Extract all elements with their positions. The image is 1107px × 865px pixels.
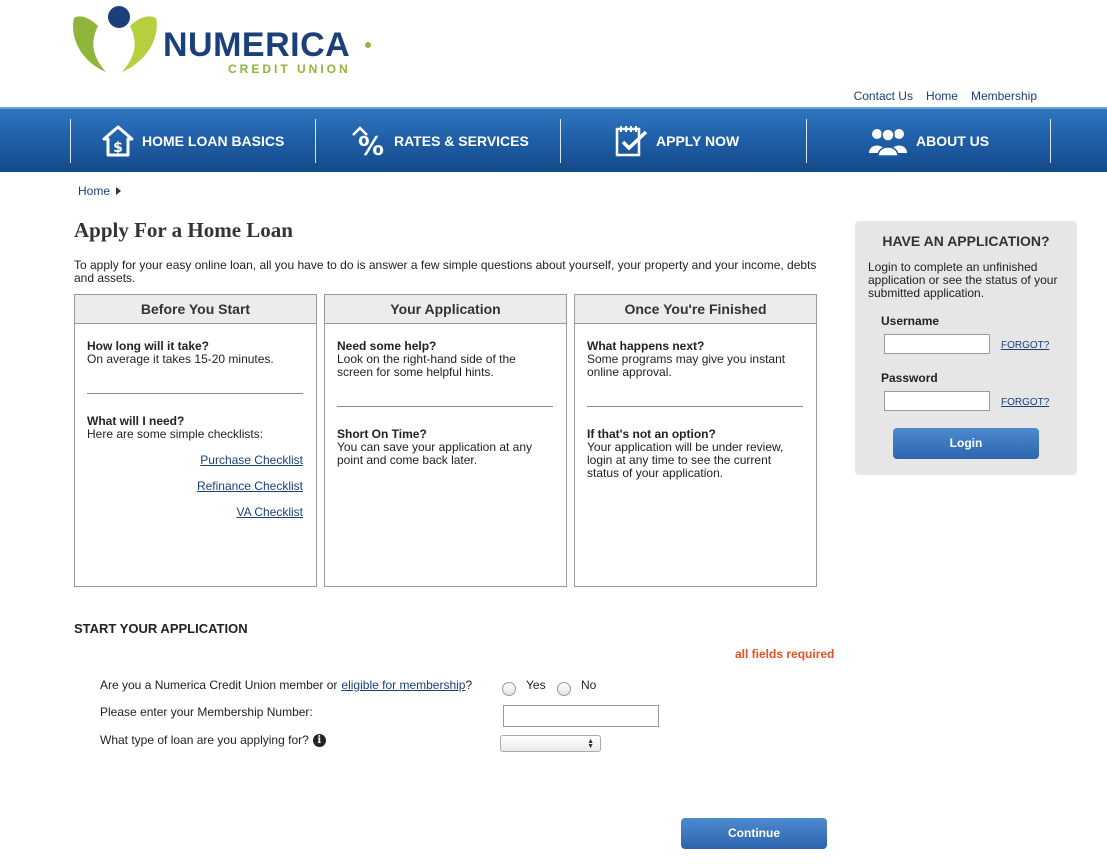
logo-heart-icon: [68, 4, 160, 76]
box-heading: Your Application: [325, 295, 566, 324]
login-button[interactable]: Login: [893, 428, 1039, 459]
contact-us-link[interactable]: Contact Us: [853, 89, 913, 103]
nav-about-us[interactable]: [868, 109, 989, 172]
box-question: What happens next?: [587, 339, 705, 353]
svg-text:$: $: [113, 139, 123, 156]
nav-label: APPLY NOW: [656, 132, 740, 149]
nav-apply-now[interactable]: [614, 109, 739, 172]
people-icon: [868, 125, 908, 157]
box-question: How long will it take?: [87, 339, 210, 353]
house-dollar-icon: [102, 125, 134, 157]
utility-links: [854, 89, 1037, 103]
membership-link[interactable]: Membership: [970, 89, 1037, 103]
brand-name: NUMERICA: [163, 26, 351, 64]
box-answer: You can save your application at any point and come back later.: [337, 440, 533, 467]
nav-divider: [560, 119, 561, 163]
box-question: Need some help?: [337, 339, 437, 353]
no-label: No: [581, 678, 597, 692]
nav-label: HOME LOAN BASICS: [142, 132, 285, 149]
forgot-username-link[interactable]: FORGOT?: [1001, 340, 1050, 351]
username-label: Username: [881, 314, 940, 328]
nav-label: ABOUT US: [916, 132, 990, 149]
box-answer: Look on the right-hand side of the screen for some helpful hints.: [337, 352, 516, 379]
required-note: all fields required: [735, 647, 835, 661]
nav-rates-services[interactable]: [350, 109, 529, 172]
box-question: Short On Time?: [337, 427, 427, 441]
page-title: Apply For a Home Loan: [74, 218, 293, 242]
loan-type-label: What type of loan are you applying for?: [100, 733, 309, 747]
box-question: If that's not an option?: [587, 427, 716, 441]
nav-home-loan-basics[interactable]: [102, 109, 284, 172]
member-no-radio[interactable]: [557, 682, 571, 696]
box-answer: Here are some simple checklists:: [87, 427, 264, 441]
once-finished-box: [574, 294, 817, 587]
intro-text: To apply for your easy online loan, all you have to do is answer a few simple questions about yourself, your property and your income, debts and assets.: [74, 258, 817, 285]
numerica-logo[interactable]: [68, 4, 378, 78]
chevron-right-icon: [116, 187, 121, 195]
loan-type-question: [100, 733, 326, 747]
password-label: Password: [881, 371, 938, 385]
divider: [587, 406, 803, 407]
box-answer: Some programs may give you instant online approval.: [587, 352, 786, 379]
before-you-start-box: [74, 294, 317, 587]
loan-type-select[interactable]: [500, 735, 601, 752]
info-icon[interactable]: i: [313, 734, 326, 747]
member-question: [100, 678, 472, 692]
member-yes-radio[interactable]: [502, 682, 516, 696]
brand-subtitle: CREDIT UNION: [228, 62, 351, 76]
box-answer: On average it takes 15-20 minutes.: [87, 352, 274, 366]
nav-divider: [70, 119, 71, 163]
login-title: HAVE AN APPLICATION?: [882, 233, 1050, 249]
registered-mark: [365, 42, 371, 48]
forgot-password-link[interactable]: FORGOT?: [1001, 397, 1050, 408]
username-input[interactable]: [884, 334, 990, 354]
home-link[interactable]: Home: [925, 89, 958, 103]
login-panel: [855, 221, 1077, 475]
nav-label: RATES & SERVICES: [394, 132, 529, 149]
box-heading: Once You're Finished: [575, 295, 816, 324]
main-nav: [0, 107, 1107, 172]
eligible-membership-link[interactable]: eligible for membership: [341, 678, 466, 692]
question-mark-text: ?: [465, 678, 473, 692]
box-answer: Your application will be under review, login at any time to see the current status of your application.: [587, 440, 784, 480]
purchase-checklist-link[interactable]: Purchase Checklist: [200, 453, 303, 467]
start-application-heading: START YOUR APPLICATION: [74, 621, 248, 636]
box-heading: Before You Start: [75, 295, 316, 324]
checklist-icon: [614, 124, 648, 158]
refinance-checklist-link[interactable]: Refinance Checklist: [196, 479, 303, 493]
breadcrumb-home[interactable]: Home: [78, 184, 111, 198]
percent-icon: [350, 125, 386, 157]
membership-number-input[interactable]: [503, 705, 659, 727]
continue-button[interactable]: Continue: [681, 818, 827, 849]
member-question-text: Are you a Numerica Credit Union member or: [100, 678, 338, 692]
svg-text:%: %: [357, 131, 385, 157]
membership-number-label: Please enter your Membership Number:: [100, 705, 313, 719]
breadcrumb: [78, 184, 121, 198]
yes-label: Yes: [526, 678, 546, 692]
checklist-links: [87, 454, 303, 519]
nav-divider: [315, 119, 316, 163]
divider: [337, 406, 553, 407]
nav-divider: [806, 119, 807, 163]
password-input[interactable]: [884, 391, 990, 411]
login-description: Login to complete an unfinished application or see the status of your submitted application.: [868, 260, 1058, 300]
divider: [87, 393, 303, 394]
box-question: What will I need?: [87, 414, 185, 428]
va-checklist-link[interactable]: VA Checklist: [236, 505, 303, 519]
your-application-box: [324, 294, 567, 587]
nav-divider: [1050, 119, 1051, 163]
select-arrows-icon: ▲ ▼: [587, 738, 594, 750]
